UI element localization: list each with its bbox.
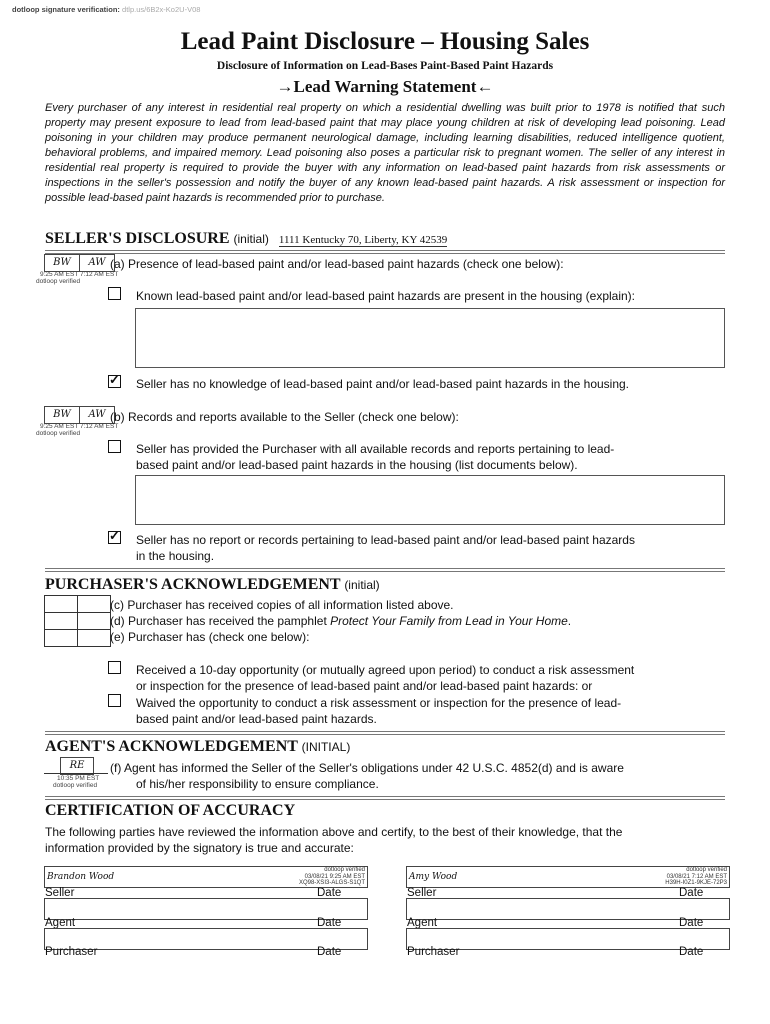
item-f-text-1: (f) Agent has informed the Seller of the Seller's obligations under 42 U.S.C. 4852(d) and is aware (110, 761, 624, 775)
certification-text-2: information provided by the signatory is true and accurate: (45, 841, 354, 855)
purchaser-initial-d1[interactable] (44, 612, 78, 630)
agent-label-left: Agent (45, 917, 76, 929)
purchaser-label-right: Purchaser (407, 946, 460, 958)
initial-verified-label: dotloop verified (36, 430, 81, 437)
property-address: 1111 Kentucky 70, Liberty, KY 42539 (278, 234, 448, 246)
item-f-text-2: of his/her responsibility to ensure compliance. (136, 777, 379, 791)
purchaser-initial-note: (initial) (344, 578, 380, 592)
seller-signature-left: Brandon Wood (47, 872, 115, 882)
documents-list-field[interactable] (135, 475, 725, 525)
lead-warning-heading (0, 77, 770, 97)
no-report-text-1: Seller has no report or records pertaining to lead-based paint and/or lead-based paint hazards (136, 533, 635, 547)
known-hazards-checkbox[interactable] (108, 287, 121, 300)
arrow-left-icon: ← (476, 77, 494, 96)
seller-signature-field-right[interactable] (406, 866, 730, 888)
warning-title: Lead Warning Statement (293, 77, 477, 96)
certification-text-1: The following parties have reviewed the information above and certify, to the best of their knowledge, that the (45, 825, 623, 839)
agent-acknowledgement-heading (45, 738, 350, 756)
explain-field[interactable] (135, 308, 725, 368)
received-text-2: or inspection for the presence of lead-based paint and/or lead-based paint hazards: or (136, 679, 593, 693)
waived-text-1: Waived the opportunity to conduct a risk assessment or inspection for the presence of lead- (136, 696, 622, 710)
agent-initial-box[interactable]: RE (60, 757, 94, 775)
seller-signature-stamp-left: dotloop verified 03/08/21 9:25 AM EST XQ98-XSI3-ALGS-S1QT (298, 867, 365, 886)
verification-link[interactable]: dtlp.us/6B2x-Ko2U-V08 (122, 5, 201, 14)
section-divider (45, 568, 725, 572)
waived-opportunity-checkbox[interactable] (108, 694, 121, 707)
seller-initial-box-1[interactable]: BW (44, 254, 80, 272)
pamphlet-title: Protect Your Family from Lead in Your Home (330, 614, 568, 628)
date-label: Date (317, 917, 342, 929)
agent-initial-line (44, 773, 108, 774)
seller-signature-right: Amy Wood (409, 872, 458, 882)
purchaser-acknowledgement-heading (45, 576, 380, 594)
no-report-text-2: in the housing. (136, 549, 215, 563)
document-title: Lead Paint Disclosure – Housing Sales (180, 28, 590, 55)
date-label: Date (679, 917, 704, 929)
no-report-checkbox[interactable] (108, 531, 121, 544)
lead-warning-text: Every purchaser of any interest in residential real property on which a residential dwelling was built prior to 1978 is notified that such property may present exposure to lead from lead-based paint that may place young children at risk of developing lead poisoning. Lead poisoning in your children may produce permanent neurological damage, including learning disabilities, reduced intelligence quotient, behavioral problems, and impaired memory. Lead poisoning also poses a particular risk to pregnant women. The seller of any interest in residential real property is required to provide the buyer with any information on lead-based paint hazards from risk assessments or inspections in the seller's possession and notify the buyer of any known lead-based paint hazards. A risk assessment or inspection for possible lead-based paint hazards is recommended prior to purchase. (45, 102, 725, 204)
agent-heading-text: AGENT'S ACKNOWLEDGEMENT (45, 738, 298, 755)
section-divider (45, 796, 725, 800)
no-knowledge-checkbox[interactable] (108, 375, 121, 388)
arrow-right-icon: → (276, 77, 294, 96)
verification-label: dotloop signature verification: (12, 5, 120, 14)
agent-verified-label: dotloop verified (53, 782, 98, 789)
agent-timestamp: 10:35 PM EST (57, 775, 100, 782)
item-e-text: (e) Purchaser has (check one below): (110, 630, 310, 644)
seller-signature-stamp-right: dotloop verified 03/08/21 7:12 AM EST H39H-I0Z1-9KJE-72P3 (665, 867, 727, 886)
section-divider (45, 731, 725, 735)
date-label: Date (679, 887, 704, 899)
no-knowledge-text: Seller has no knowledge of lead-based paint and/or lead-based paint hazards in the housing. (136, 377, 630, 391)
waived-text-2: based paint and/or lead-based paint hazards. (136, 712, 377, 726)
agent-initial-note: (INITIAL) (301, 740, 351, 754)
purchaser-initial-e1[interactable] (44, 629, 78, 647)
purchaser-initials-grid (44, 595, 110, 645)
seller-label-right: Seller (407, 887, 437, 899)
date-label: Date (679, 946, 704, 958)
purchaser-initial-d2[interactable] (77, 612, 111, 630)
records-provided-text-2: based paint and/or lead-based paint hazards in the housing (list documents below). (136, 458, 578, 472)
received-text-1: Received a 10-day opportunity (or mutually agreed upon period) to conduct a risk assessment (136, 663, 635, 677)
purchaser-initial-c2[interactable] (77, 595, 111, 613)
records-provided-checkbox[interactable] (108, 440, 121, 453)
item-c-text: (c) Purchaser has received copies of all information listed above. (110, 598, 454, 612)
certification-heading: CERTIFICATION OF ACCURACY (45, 802, 296, 819)
records-provided-text-1: Seller has provided the Purchaser with all available records and reports pertaining to lead- (136, 442, 615, 456)
seller-initial-box-2[interactable]: AW (79, 254, 115, 272)
purchaser-label-left: Purchaser (45, 946, 98, 958)
received-opportunity-checkbox[interactable] (108, 661, 121, 674)
section-divider (45, 250, 725, 254)
date-label: Date (317, 887, 342, 899)
seller-initial-box-4[interactable]: AW (79, 406, 115, 424)
seller-initial-box-3[interactable]: BW (44, 406, 80, 424)
item-a-text: (a) Presence of lead-based paint and/or lead-based paint hazards (check one below): (110, 257, 564, 271)
seller-initial-note: (initial) (233, 232, 269, 246)
seller-signature-field-left[interactable] (44, 866, 368, 888)
initial-timestamp: 9:25 AM EST 7:12 AM EST (40, 271, 119, 278)
initial-timestamp: 9:25 AM EST 7:12 AM EST (40, 423, 119, 430)
date-label: Date (317, 946, 342, 958)
seller-heading-text: SELLER'S DISCLOSURE (45, 230, 230, 247)
item-d-text: (d) Purchaser has received the pamphlet Protect Your Family from Lead in Your Home. (110, 614, 572, 628)
item-b-text: (b) Records and reports available to the Seller (check one below): (110, 410, 459, 424)
purchaser-heading-text: PURCHASER'S ACKNOWLEDGEMENT (45, 576, 341, 593)
seller-label-left: Seller (45, 887, 75, 899)
document-subtitle: Disclosure of Information on Lead-Bases Paint-Based Paint Hazards (216, 60, 554, 72)
purchaser-initial-c1[interactable] (44, 595, 78, 613)
initial-verified-label: dotloop verified (36, 278, 81, 285)
agent-label-right: Agent (407, 917, 438, 929)
purchaser-initial-e2[interactable] (77, 629, 111, 647)
seller-disclosure-heading (45, 230, 447, 248)
dotloop-verification (12, 5, 200, 14)
known-hazards-text: Known lead-based paint and/or lead-based paint hazards are present in the housing (explain): (136, 289, 635, 303)
